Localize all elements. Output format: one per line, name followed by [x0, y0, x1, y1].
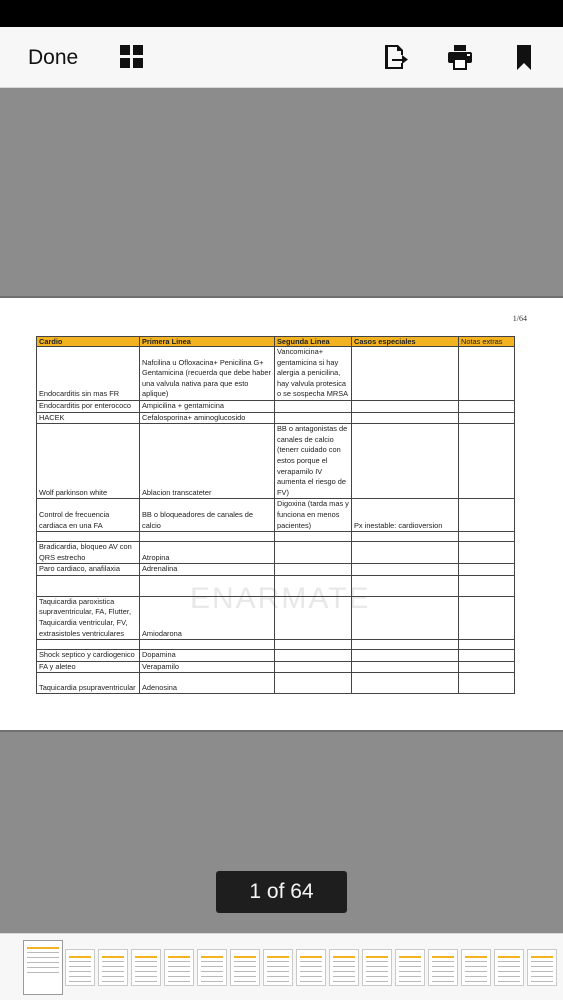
table-row [37, 596, 515, 639]
table-cell: BB o antagonistas de canales de calcio (tenerr cuidado con estos porque el verapamilo IV aumenta el riesgo de FV) [275, 424, 352, 499]
page-thumbnail[interactable] [362, 949, 392, 986]
page-thumbnail[interactable] [461, 949, 491, 986]
table-cell [275, 575, 352, 596]
table-row [37, 542, 515, 564]
table-cell: Px inestable: cardioversion [352, 499, 459, 532]
table-cell: Atropina [140, 542, 275, 564]
table-cell [275, 412, 352, 424]
table-cell [459, 564, 515, 576]
pdf-page[interactable] [0, 296, 563, 732]
table-cell: Adrenalina [140, 564, 275, 576]
table-cell [352, 424, 459, 499]
table-cell [459, 424, 515, 499]
table-cell [37, 575, 140, 596]
table-row [37, 400, 515, 412]
table-cell: Cefalosporina+ aminoglucosido [140, 412, 275, 424]
page-thumbnail[interactable] [527, 949, 557, 986]
table-cell [275, 532, 352, 542]
table-cell [352, 542, 459, 564]
table-cell [459, 640, 515, 650]
table-cell [140, 640, 275, 650]
page-thumbnail[interactable] [23, 940, 63, 995]
table-cell [352, 596, 459, 639]
header-casos-especiales: Casos especiales [352, 337, 459, 347]
table-cell [275, 640, 352, 650]
table-cell [459, 575, 515, 596]
page-thumbnail[interactable] [98, 949, 128, 986]
table-cell [459, 532, 515, 542]
page-thumbnail[interactable] [494, 949, 524, 986]
table-cell [352, 673, 459, 694]
table-cell: Shock septico y cardiogenico [37, 650, 140, 662]
table-cell: Ampicilina + gentamicina [140, 400, 275, 412]
table-cell: Bradicardia, bloqueo AV con QRS estrecho [37, 542, 140, 564]
table-row [37, 424, 515, 499]
page-thumbnail[interactable] [131, 949, 161, 986]
page-number-label: 1/64 [512, 314, 527, 323]
table-cell: Ablacion transcateter [140, 424, 275, 499]
table-cell [352, 564, 459, 576]
table-row [37, 564, 515, 576]
table-cell: HACEK [37, 412, 140, 424]
table-cell [352, 347, 459, 401]
table-cell [275, 661, 352, 673]
table-cell: Wolf parkinson white [37, 424, 140, 499]
table-cell [459, 661, 515, 673]
table-cell [140, 532, 275, 542]
table-row [37, 650, 515, 662]
table-cell: Taquicardia paroxistica supraventricular, FA, Flutter, Taquicardia ventricular, FV, extrasistoles ventriculares [37, 596, 140, 639]
bookmark-icon[interactable] [510, 42, 540, 72]
table-cell [459, 347, 515, 401]
status-bar [0, 0, 563, 27]
table-cell [275, 673, 352, 694]
table-cell [275, 542, 352, 564]
table-cell: Adenosina [140, 673, 275, 694]
table-cell [352, 575, 459, 596]
page-thumbnail[interactable] [65, 949, 95, 986]
table-cell [140, 575, 275, 596]
table-cell [459, 650, 515, 662]
table-cell: Amiodarona [140, 596, 275, 639]
table-cell: Nafcilina u Ofloxacina+ Penicilina G+ Gentamicina (recuerda que debe haber una valvula nativa para que esto aplique) [140, 347, 275, 401]
table-cell: Dopamina [140, 650, 275, 662]
table-cell [352, 661, 459, 673]
table-cell: BB o bloqueadores de canales de calcio [140, 499, 275, 532]
table-cell: Endocarditis sin mas FR [37, 347, 140, 401]
table-row [37, 640, 515, 650]
table-cell [275, 650, 352, 662]
table-cell [352, 650, 459, 662]
print-icon[interactable] [445, 42, 475, 72]
done-button[interactable]: Done [28, 46, 79, 69]
page-thumbnail[interactable] [329, 949, 359, 986]
table-cell: Vancomicina+ gentamicina si hay alergia a penicilina, hay valvula protesica o se sospecha MRSA [275, 347, 352, 401]
top-toolbar [0, 27, 563, 88]
table-row [37, 575, 515, 596]
table-row [37, 347, 515, 401]
page-thumbnail[interactable] [428, 949, 458, 986]
table-cell: FA y aleteo [37, 661, 140, 673]
page-indicator: 1 of 64 [216, 871, 347, 913]
table-cell [275, 596, 352, 639]
table-cell [352, 532, 459, 542]
table-cell [352, 412, 459, 424]
table-cell [459, 400, 515, 412]
medication-table [36, 336, 515, 694]
table-row [37, 661, 515, 673]
table-cell [459, 499, 515, 532]
table-cell: Paro cardiaco, anafilaxia [37, 564, 140, 576]
table-cell: Control de frecuencia cardiaca en una FA [37, 499, 140, 532]
header-primera-linea: Primera Linea [140, 337, 275, 347]
table-cell [275, 564, 352, 576]
page-thumbnail[interactable] [197, 949, 227, 986]
table-header-row [37, 337, 515, 347]
table-cell [37, 640, 140, 650]
table-cell [275, 400, 352, 412]
table-cell: Endocarditis por enterococo [37, 400, 140, 412]
table-cell [459, 596, 515, 639]
table-cell: Taquicardia psupraventricular [37, 673, 140, 694]
table-row [37, 532, 515, 542]
table-cell [459, 673, 515, 694]
page-thumbnail[interactable] [230, 949, 260, 986]
grid-icon[interactable] [117, 42, 147, 72]
header-segunda-linea: Segunda Linea [275, 337, 352, 347]
table-row [37, 673, 515, 694]
table-cell [352, 400, 459, 412]
thumbnail-strip [0, 933, 563, 1000]
table-row [37, 499, 515, 532]
table-cell [459, 412, 515, 424]
share-icon[interactable] [381, 42, 411, 72]
table-cell: Verapamilo [140, 661, 275, 673]
table-cell [459, 542, 515, 564]
page-thumbnail[interactable] [395, 949, 425, 986]
table-row [37, 412, 515, 424]
table-cell: Digoxina (tarda mas y funciona en menos pacientes) [275, 499, 352, 532]
page-thumbnail[interactable] [263, 949, 293, 986]
table-cell [37, 532, 140, 542]
table-cell [352, 640, 459, 650]
header-cardio: Cardio [37, 337, 140, 347]
page-thumbnail[interactable] [296, 949, 326, 986]
header-notas-extras: Notas extras [459, 337, 515, 347]
page-thumbnail[interactable] [164, 949, 194, 986]
watermark-text: ENARMATE [190, 582, 371, 615]
